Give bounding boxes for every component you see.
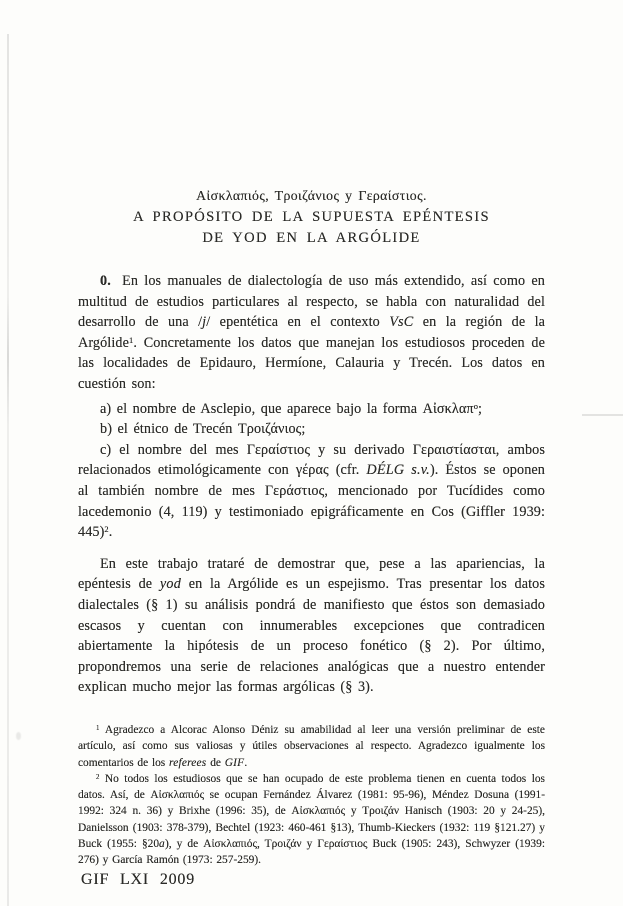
- journal-volume-footer: GIF LXI 2009: [81, 871, 196, 888]
- list-item-c: c) el nombre del mes Γεραίστιος y su derivado Γεραιστίασται, ambos relacionados etimológicamente con γέρας (cfr. DÉLG s.v.). Éstos se oponen al también nombre de mes Γεράστιος, mencionado por Tucídides como lacedemonio (4, 119) y testimoniado epigráficamente en Cos (Giffler 1939: 445)$^2$.: [78, 441, 545, 541]
- footnote-2: $^2$ No todos los estudiosos que se han ocupado de este problema tienen en cuenta todos los datos. Así, de Αἰσκλαπιός se ocupan Fernández Álvarez (1981: 95-96), Méndez Dosuna (1991-1992: 324 n. 36) y Brixhe (1996: 35), de Αἰσκλαπιός y Τροιζάν Hanisch (1903: 20 y 24-25), Danielsson (1903: 378-379), Bechtel (1923: 460-461 §13), Thumb-Kieckers (1932: 119 §121.27) y Buck (1955: §20a), y de Αἰσκλαπιός, Τροιζάν y Γεραίστιος Buck (1905: 243), Schwyzer (1939: 276) y García Ramón (1973: 257-259).: [78, 772, 545, 867]
- article-title-line3: DE YOD EN LA ARGÓLIDE: [202, 230, 421, 246]
- paragraph-second: En este trabajo trataré de demostrar que, pese a las apariencias, la epéntesis de yod en la Argólide es un espejismo. Tras presentar los datos dialectales (§ 1) su análisis pondrá de manifiesto que éstos son demasiado escasos y cuentan con innumerables excepciones que contradicen abiertamente la hipótesis de un proceso fonético (§ 2). Por último, propondremos una serie de relaciones analógicas que a nuestro entender explican mucho mejor las formas argólicas (§ 3).: [78, 555, 545, 696]
- paragraph-intro: 0. En los manuales de dialectología de uso más extendido, así como en multitud de estudios particulares al respecto, se habla con naturalidad del desarrollo de una /j/ epentética en el contexto VsC en la región de la Argólide$^1$. Concretamente los datos que manejan los estudiosos proceden de las localidades de Epidauro, Hermíone, Calauria y Trecén. Los datos en cuestión son:: [78, 273, 546, 392]
- scan-right-margin-artifact: [582, 414, 623, 416]
- footnote-1: $^1$ Agradezco a Alcorac Alonso Déniz su amabilidad al leer una versión preliminar de este artículo, así como sus valiosas y útiles observaciones al respecto. Agradezco igualmente los comentarios de los referees de GIF.: [78, 724, 545, 769]
- footnotes-block: [78, 722, 545, 869]
- article-title-block: [78, 185, 545, 250]
- list-item-b: b) el étnico de Trecén Τροιζάνιος;: [100, 421, 306, 438]
- article-title-line2: A PROPÓSITO DE LA SUPUESTA EPÉNTESIS: [133, 208, 490, 225]
- scan-smudge-artifact: [16, 732, 21, 740]
- list-item-a: a) el nombre de Asclepio, que aparece bajo la forma Αἰσκλαπ$^o$;: [100, 400, 483, 417]
- article-title-greek: Αἰσκλαπιός, Τροιζάνιος y Γεραίστιος.: [196, 188, 427, 203]
- scan-left-edge-artifact: [7, 34, 9, 906]
- data-items-list: [78, 399, 545, 543]
- text-column: [78, 271, 545, 698]
